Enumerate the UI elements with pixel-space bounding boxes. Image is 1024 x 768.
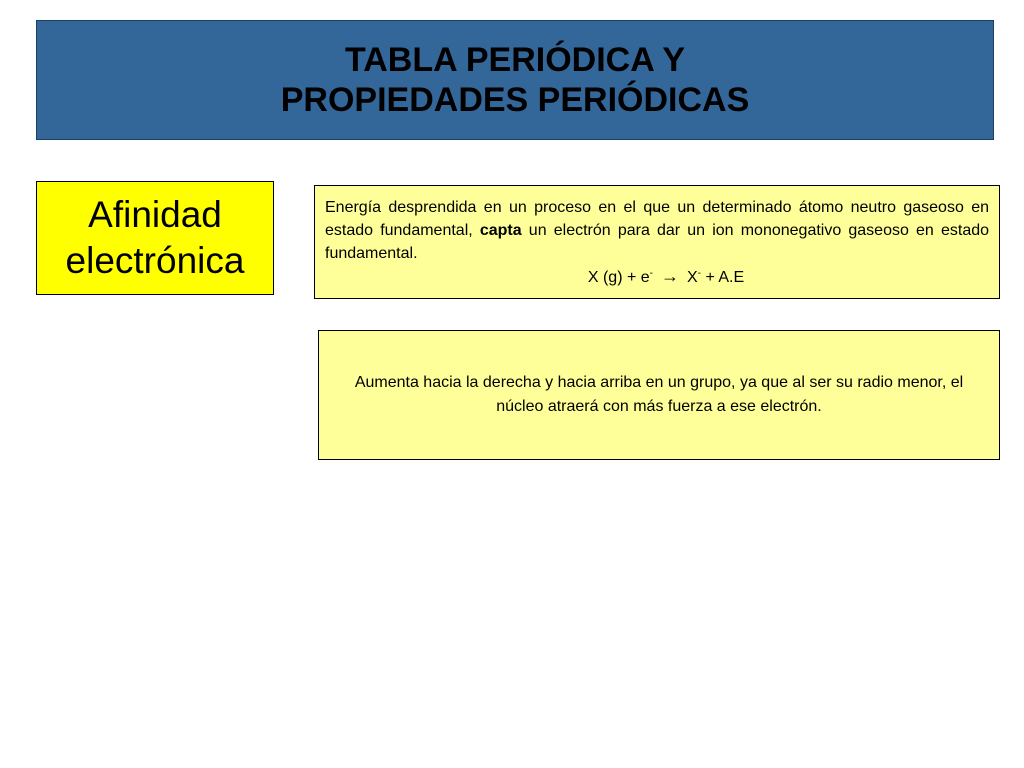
concept-line-1: Afinidad [88,194,222,235]
equation-product-charge: - [697,268,702,279]
definition-bold-word: capta [479,222,522,239]
equation-reactant-charge: - [649,268,653,279]
slide-title [36,20,994,140]
equation-reactants: X (g) + e [587,269,650,286]
definition-text-end: un electrón para dar un ion mononegativo gaseoso en estado fundamental. [325,222,990,262]
reaction-arrow-icon: → [661,266,679,286]
reaction-equation [325,265,989,289]
equation-product: X [687,269,698,286]
definition-text-start: Energía desprendida en un proceso en el que un determinado átomo neutro gaseoso en estado fundamental, [325,199,989,239]
concept-line-2: electrónica [65,240,245,281]
definition-text [325,196,989,265]
equation-product-tail: + A.E [701,269,745,286]
trend-text: Aumenta hacia la derecha y hacia arriba en un grupo, ya que al ser su radio menor, el núcleo atraerá con más fuerza a ese electrón. [354,374,964,415]
definition-box [314,185,1000,299]
title-line-2: PROPIEDADES PERIÓDICAS [280,81,750,119]
concept-label-box [36,181,274,295]
trend-box [318,330,1000,460]
title-line-1: TABLA PERIÓDICA Y [344,41,686,79]
